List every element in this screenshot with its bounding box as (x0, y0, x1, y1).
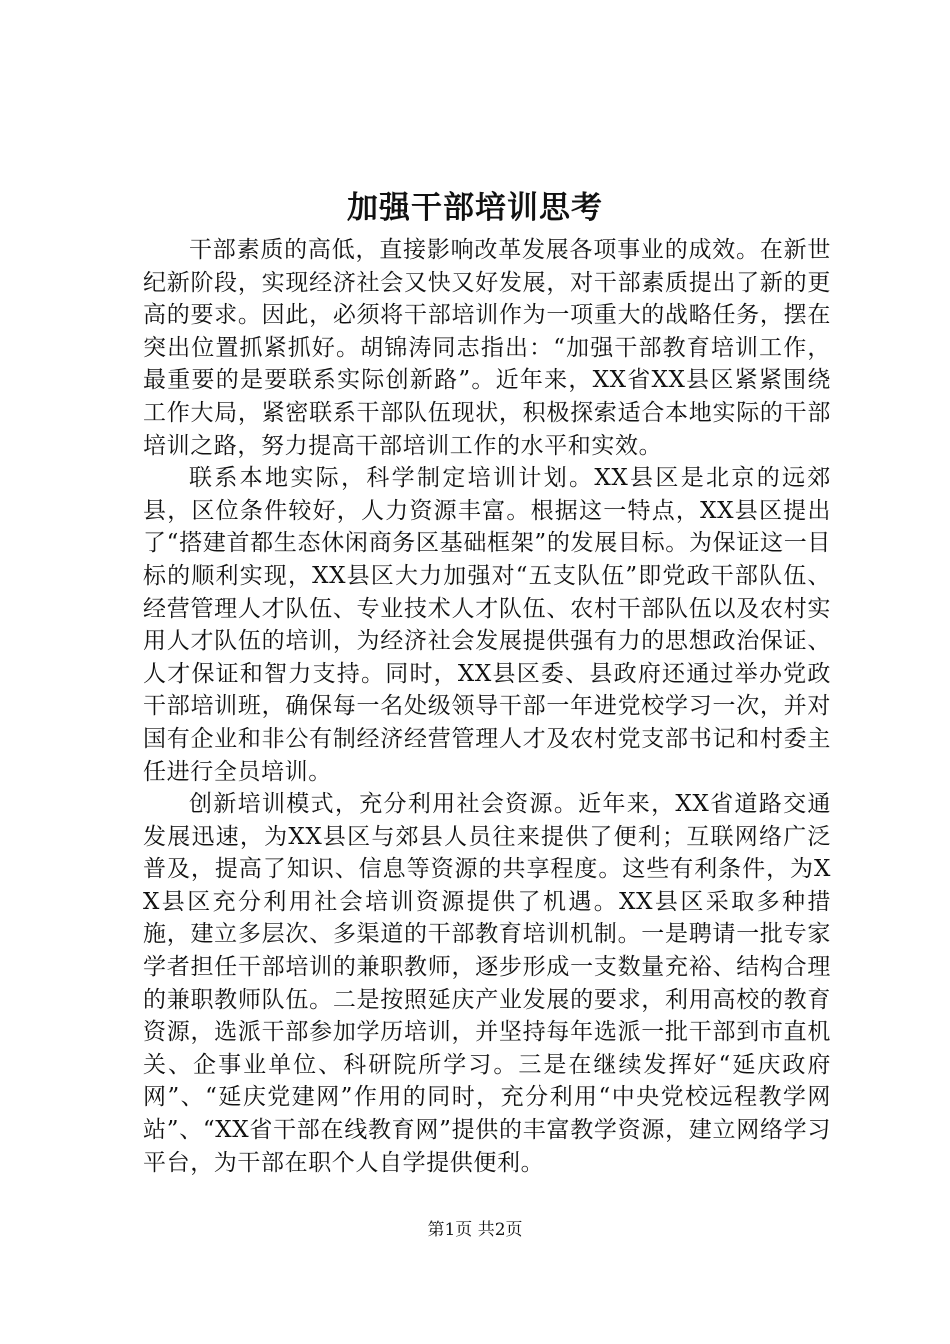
paragraph-intro: 干部素质的高低，直接影响改革发展各项事业的成效。在新世纪新阶段，实现经济社会又快又好发展，对干部素质提出了新的更高的要求。因此，必须将干部培训作为一项重大的战略任务，摆在突出位置抓紧抓好。胡锦涛同志指出：“加强干部教育培训工作，最重要的是要联系实际创新路”。近年来，XX省XX县区紧紧围绕工作大局，紧密联系干部队伍现状，积极探索适合本地实际的干部培训之路，努力提高干部培训工作的水平和实效。 (143, 237, 831, 459)
document-body (143, 234, 831, 1179)
paragraph-training-model: 创新培训模式，充分利用社会资源。近年来，XX省道路交通发展迅速，为XX县区与郊县人员往来提供了便利；互联网络广泛普及，提高了知识、信息等资源的共享程度。这些有利条件，为XX县区充分利用社会培训资源提供了机遇。XX县区采取多种措施，建立多层次、多渠道的干部教育培训机制。一是聘请一批专家学者担任干部培训的兼职教师，逐步形成一支数量充裕、结构合理的兼职教师队伍。二是按照延庆产业发展的要求，利用高校的教育资源，选派干部参加学历培训，并坚持每年选派一批干部到市直机关、企事业单位、科研院所学习。三是在继续发挥好“延庆政府网”、“延庆党建网”作用的同时，充分利用“中央党校远程教学网站”、“XX省干部在线教育网”提供的丰富教学资源，建立网络学习平台，为干部在职个人自学提供便利。 (143, 791, 831, 1176)
page-number-footer: 第1页 共2页 (427, 1220, 523, 1240)
document-title: 加强干部培训思考 (347, 190, 603, 226)
paragraph-training-plan: 联系本地实际，科学制定培训计划。XX县区是北京的远郊县，区位条件较好，人力资源丰富。根据这一特点，XX县区提出了“搭建首都生态休闲商务区基础框架”的发展目标。为保证这一目标的顺利实现，XX县区大力加强对“五支队伍”即党政干部队伍、经营管理人才队伍、专业技术人才队伍、农村干部队伍以及农村实用人才队伍的培训，为经济社会发展提供强有力的思想政治保证、人才保证和智力支持。同时，XX县区委、县政府还通过举办党政干部培训班，确保每一名处级领导干部一年进党校学习一次，并对国有企业和非公有制经济经营管理人才及农村党支部书记和村委主任进行全员培训。 (143, 465, 831, 785)
